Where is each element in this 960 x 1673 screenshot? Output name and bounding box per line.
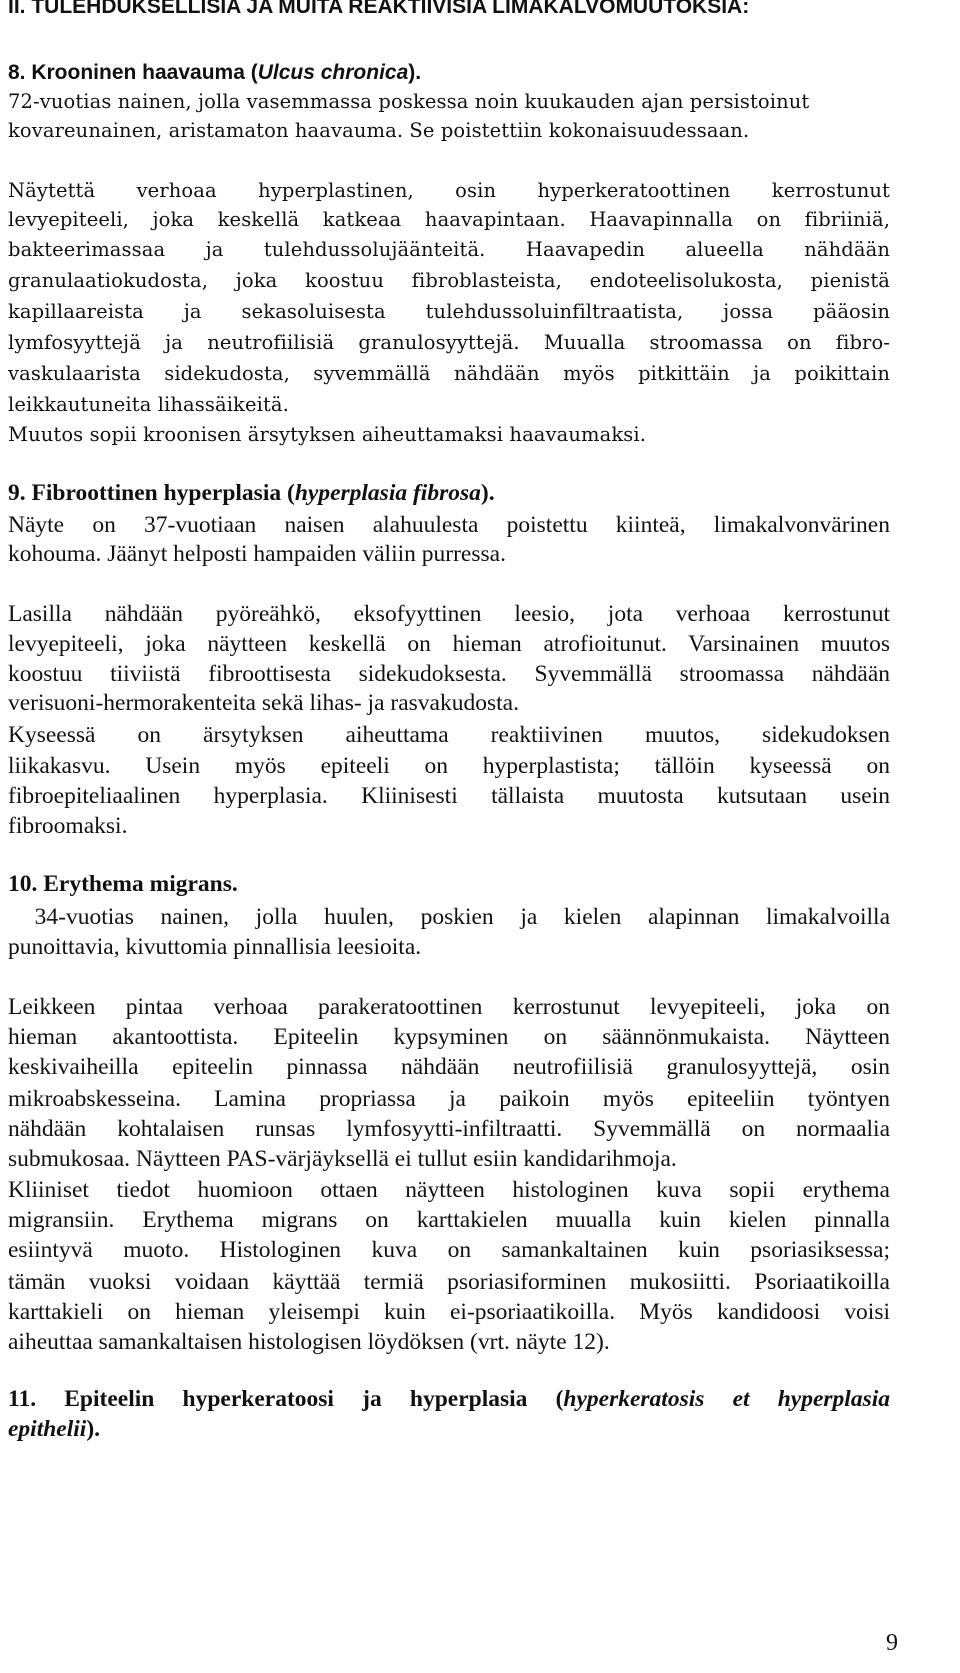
- section-10-line: migransiin. Erythema migrans on karttakielen muualla kuin kielen pinnalla: [8, 1207, 890, 1233]
- section-10-line: hieman akantoottista. Epiteelin kypsyminen on säännönmukaista. Näytteen: [8, 1024, 890, 1050]
- section-10-line: aiheuttaa samankaltaisen histologisen löydöksen (vrt. näyte 12).: [8, 1329, 610, 1355]
- section-9-line: kohouma. Jäänyt helposti hampaiden väliin purressa.: [8, 541, 506, 567]
- section-10-line: 34-vuotias nainen, jolla huulen, poskien ja kielen alapinnan limakalvoilla: [8, 904, 890, 930]
- section-10-line: Kliiniset tiedot huomioon ottaen näytteen histologinen kuva sopii erythema: [8, 1177, 890, 1203]
- section-9-line: koostuu tiiviistä fibroottisesta sidekudoksesta. Syvemmällä stroomassa nähdään: [8, 661, 890, 687]
- section-11-title: 11. Epiteelin hyperkeratoosi ja hyperplasia (hyperkeratosis et hyperplasia: [8, 1386, 890, 1412]
- section-8-line: levyepiteeli, joka keskellä katkeaa haavapintaan. Haavapinnalla on fibriiniä,: [8, 208, 890, 231]
- section-10-line: mikroabskesseina. Lamina propriassa ja paikoin myös epiteeliin työntyen: [8, 1086, 890, 1112]
- section-10-line: Leikkeen pintaa verhoaa parakeratoottinen kerrostunut levyepiteeli, joka on: [8, 994, 890, 1020]
- section-9-title: 9. Fibroottinen hyperplasia (hyperplasia fibrosa).: [8, 480, 495, 506]
- section-header: II. TULEHDUKSELLISIA JA MUITA REAKTIIVISIA LIMAKALVOMUUTOKSIA:: [8, 0, 750, 18]
- section-10-line: keskivaiheilla epiteelin pinnassa nähdään neutrofiilisiä granulosyyttejä, osin: [8, 1054, 890, 1080]
- section-10-line: nähdään kohtalaisen runsas lymfosyytti-infiltraatti. Syvemmällä on normaalia: [8, 1116, 890, 1142]
- section-8-conclusion: Muutos sopii kroonisen ärsytyksen aiheuttamaksi haavaumaksi.: [8, 423, 647, 446]
- section-9-line: fibroomaksi.: [8, 813, 128, 839]
- section-10-title: 10. Erythema migrans.: [8, 871, 238, 897]
- section-9-line: levyepiteeli, joka näytteen keskellä on hieman atrofioitunut. Varsinainen muutos: [8, 631, 890, 657]
- section-8-line: 72-vuotias nainen, jolla vasemmassa poskessa noin kuukauden ajan persistoinut: [8, 90, 810, 113]
- section-8-line: kapillaareista ja sekasoluisesta tulehdussoluinfiltraatista, jossa pääosin: [8, 300, 890, 323]
- section-9-line: Kyseessä on ärsytyksen aiheuttama reaktiivinen muutos, sidekudoksen: [8, 722, 890, 748]
- section-9-line: fibroepiteliaalinen hyperplasia. Kliinisesti tällaista muutosta kutsutaan usein: [8, 783, 890, 809]
- section-10-line: karttakieli on hieman yleisempi kuin ei-psoriaatikoilla. Myös kandidoosi voisi: [8, 1299, 890, 1325]
- section-9-line: Näyte on 37-vuotiaan naisen alahuulesta poistettu kiinteä, limakalvonvärinen: [8, 512, 890, 538]
- section-8-line: vaskulaarista sidekudosta, syvemmällä nähdään myös pitkittäin ja poikittain: [8, 362, 890, 385]
- section-8-line: lymfosyyttejä ja neutrofiilisiä granulosyyttejä. Muualla stroomassa on fibro-: [8, 331, 890, 354]
- section-9-line: Lasilla nähdään pyöreähkö, eksofyyttinen leesio, jota verhoaa kerrostunut: [8, 601, 890, 627]
- section-10-line: punoittavia, kivuttomia pinnallisia leesioita.: [8, 934, 422, 960]
- section-8-line: leikkautuneita lihassäikeitä.: [8, 393, 289, 416]
- section-11-title-cont: epithelii).: [8, 1416, 101, 1442]
- section-8-line: kovareunainen, aristamaton haavauma. Se poistettiin kokonaisuudessaan.: [8, 119, 750, 142]
- section-9-line: verisuoni-hermorakenteita sekä lihas- ja rasvakudosta.: [8, 690, 519, 716]
- section-8-line: granulaatiokudosta, joka koostuu fibroblasteista, endoteelisolukosta, pienistä: [8, 269, 890, 292]
- section-9-line: liikakasvu. Usein myös epiteeli on hyperplastista; tällöin kyseessä on: [8, 753, 890, 779]
- section-10-line: esiintyvä muoto. Histologinen kuva on samankaltainen kuin psoriasiksessa;: [8, 1237, 890, 1263]
- section-8-line: bakteerimassaa ja tulehdussolujäänteitä. Haavapedin alueella nähdään: [8, 238, 890, 261]
- section-10-line: submukosaa. Näytteen PAS-värjäyksellä ei tullut esiin kandidarihmoja.: [8, 1146, 677, 1172]
- page-number: 9: [886, 1630, 898, 1656]
- section-8-title: 8. Krooninen haavauma (Ulcus chronica).: [8, 61, 422, 84]
- section-8-line: Näytettä verhoaa hyperplastinen, osin hyperkeratoottinen kerrostunut: [8, 179, 890, 202]
- section-10-line: tämän vuoksi voidaan käyttää termiä psoriasiforminen mukosiitti. Psoriaatikoilla: [8, 1269, 890, 1295]
